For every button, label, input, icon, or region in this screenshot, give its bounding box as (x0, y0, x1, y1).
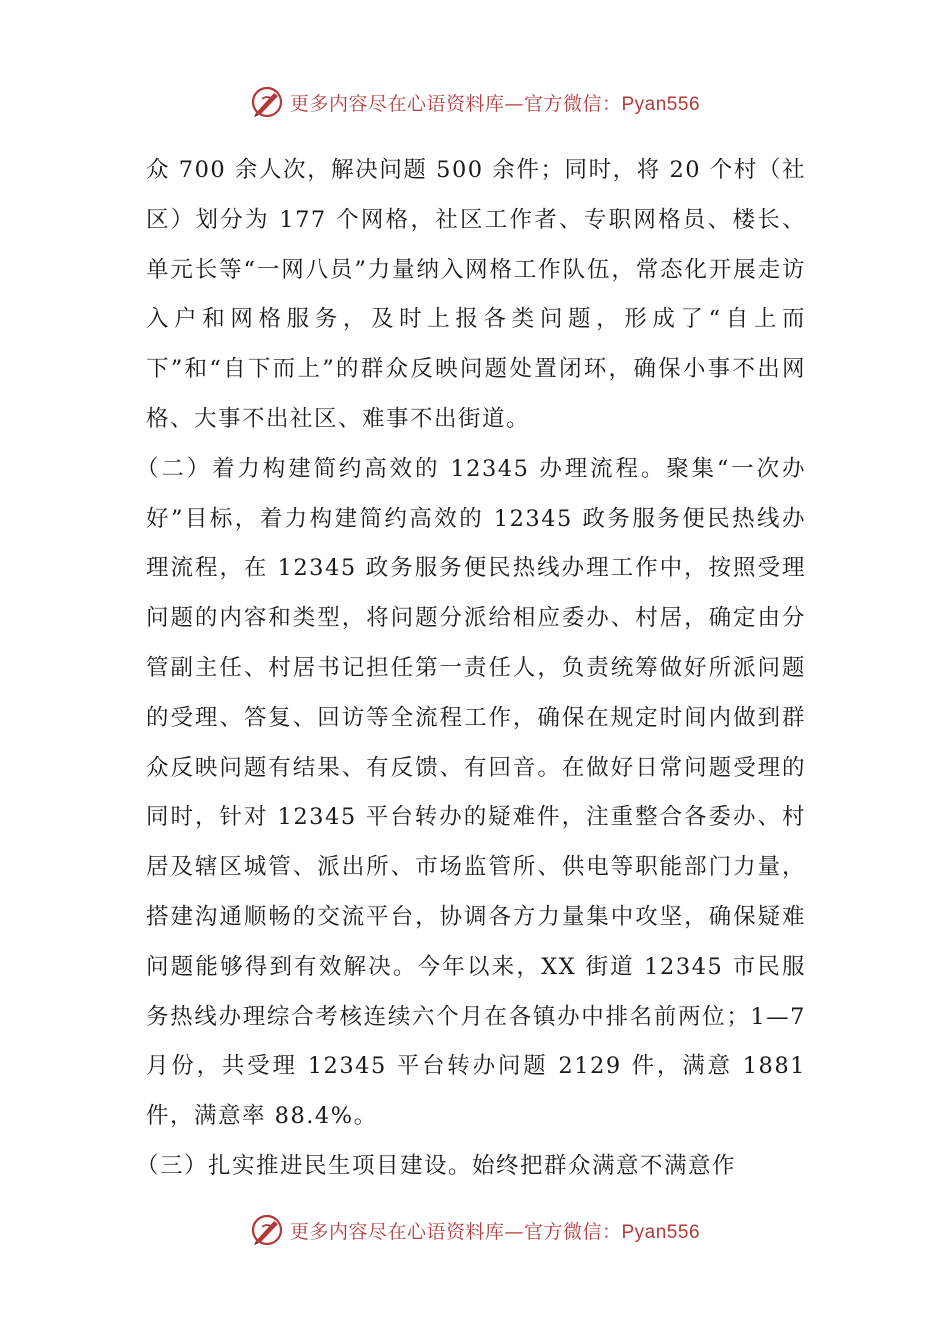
document-body (136, 146, 806, 1192)
banner-wechat-id: Pyan556 (621, 93, 701, 115)
paragraph-continued: 众 700 余人次，解决问题 500 余件；同时，将 20 个村（社区）划分为 177 个网格，社区工作者、专职网格员、楼长、单元长等“一网八员”力量纳入网格工作队伍，常态化开展走访入户和网格服务，及时上报各类问题，形成了“自上而下”和“自下而上”的群众反映问题处置闭环，确保小事不出网格、大事不出社区、难事不出街道。 (146, 157, 806, 432)
pen-seal-logo-icon (250, 85, 284, 119)
paragraph-section-three: （三）扎实推进民生项目建设。始终把群众满意不满意作 (136, 1152, 737, 1179)
banner-wechat-id: Pyan556 (621, 1221, 701, 1243)
pen-seal-logo-icon (250, 1213, 284, 1247)
header-watermark-banner (0, 82, 950, 122)
banner-text: 更多内容尽在心语资料库—官方微信： (289, 1220, 622, 1243)
paragraph-section-two: （二）着力构建简约高效的 12345 办理流程。聚集“一次办好”目标，着力构建简约高效的 12345 政务服务便民热线办理流程，在 12345 政务服务便民热线办理工作中，按照受理问题的内容和类型，将问题分派给相应委办、村居，确定由分管副主任、村居书记担任第一责任人，负责统筹做好所派问题的受理、答复、回访等全流程工作，确保在规定时间内做到群众反映问题有结果、有反馈、有回音。在做好日常问题受理的同时，针对 12345 平台转办的疑难件，注重整合各委办、村居及辖区城管、派出所、市场监管所、供电等职能部门力量，搭建沟通顺畅的交流平台，协调各方力量集中攻坚，确保疑难问题能够得到有效解决。今年以来，XX 街道 12345 市民服务热线办理综合考核连续六个月在各镇办中排名前两位；1—7 月份，共受理 12345 平台转办问题 2129 件，满意 1881 件，满意率 88.4%。 (136, 455, 806, 1130)
footer-watermark-banner (0, 1210, 950, 1250)
banner-text: 更多内容尽在心语资料库—官方微信： (289, 92, 622, 115)
